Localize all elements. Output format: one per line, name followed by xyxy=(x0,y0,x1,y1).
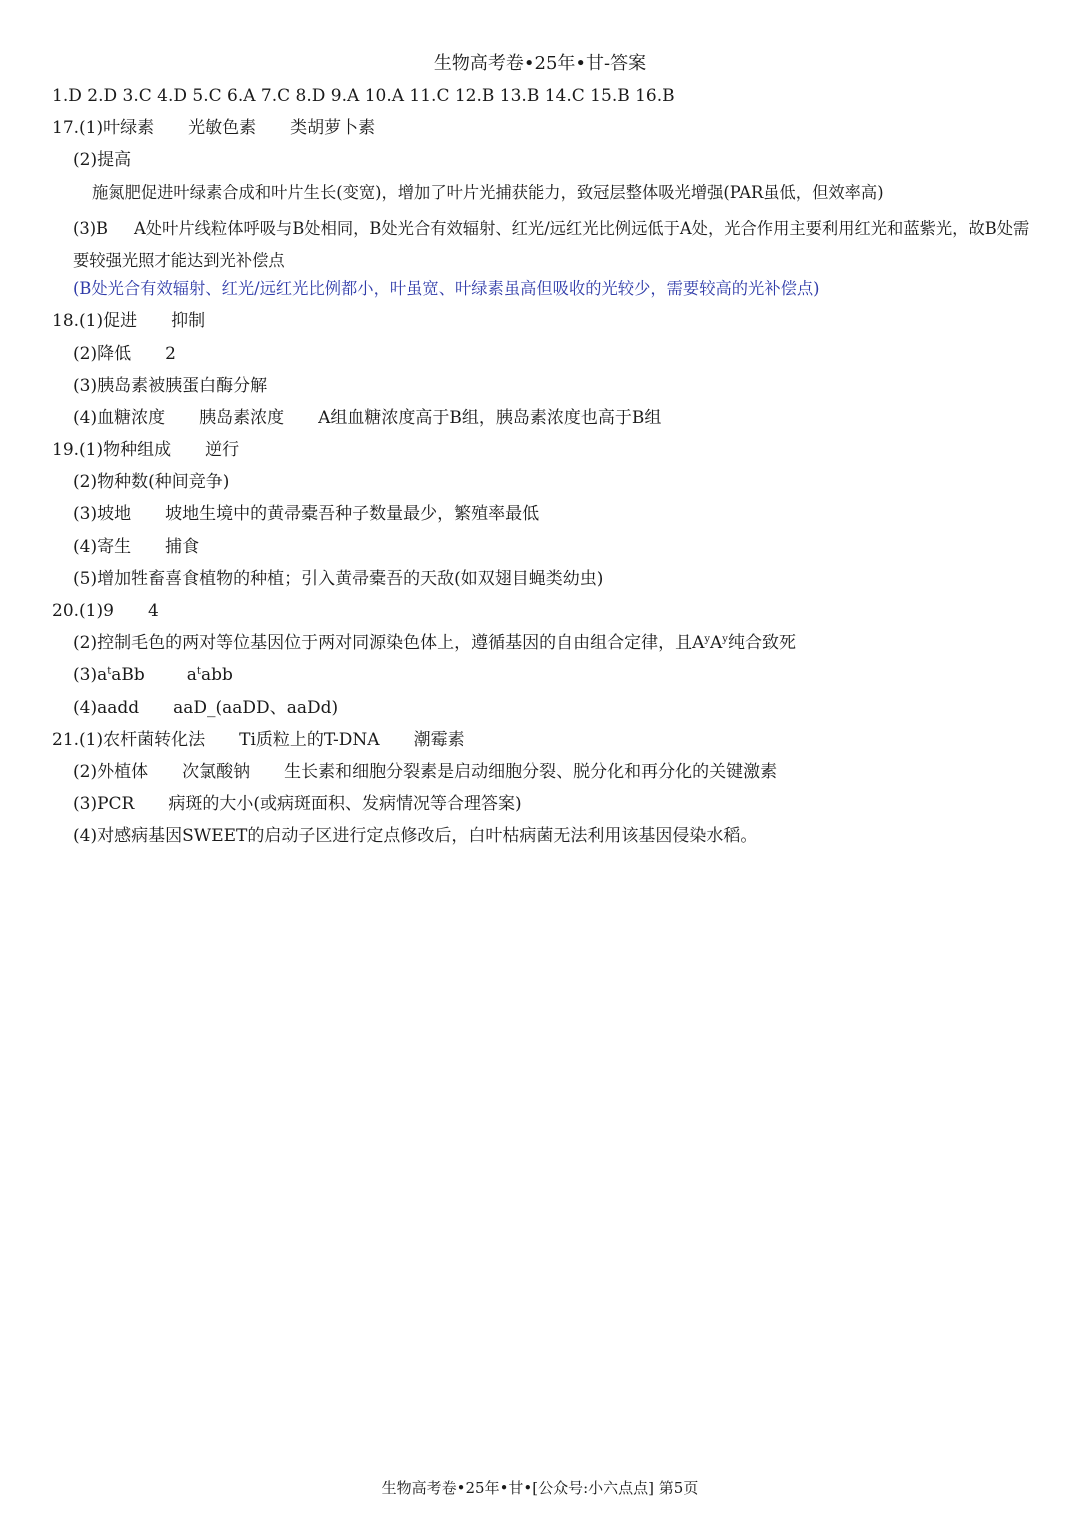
q17-part2-explanation: 施氮肥促进叶绿素合成和叶片生长(变宽)，增加了叶片光捕获能力，致冠层整体吸光增强(PAR虽低，但效率高) xyxy=(92,182,884,202)
q20-part1: 20.(1)9 4 xyxy=(52,601,159,622)
q21-part4: (4)对感病基因SWEET的启动子区进行定点修改后，白叶枯病菌无法利用该基因侵染水稻。 xyxy=(73,826,758,847)
q20-part4: (4)aadd aaD_(aaDD、aaDd) xyxy=(73,697,339,718)
q17-part1: 17.(1)叶绿素 光敏色素 类胡萝卜素 xyxy=(52,118,376,139)
q21-part2: (2)外植体 次氯酸钠 生长素和细胞分裂素是启动细胞分裂、脱分化和再分化的关键激素 xyxy=(73,761,778,782)
q17-part2: (2)提高 xyxy=(73,150,132,171)
q19-part3: (3)坡地 坡地生境中的黄帚橐吾种子数量最少，繁殖率最低 xyxy=(73,504,540,525)
page-title: 生物高考卷•25年•甘-答案 xyxy=(433,53,647,74)
q18-part4: (4)血糖浓度 胰岛素浓度 A组血糖浓度高于B组，胰岛素浓度也高于B组 xyxy=(73,407,662,428)
q21-part3: (3)PCR 病斑的大小(或病斑面积、发病情况等合理答案) xyxy=(73,794,522,815)
q19-part4: (4)寄生 捕食 xyxy=(73,536,200,557)
q18-part1: 18.(1)促进 抑制 xyxy=(52,311,206,332)
q19-part5: (5)增加牲畜喜食植物的种植；引入黄帚橐吾的天敌(如双翅目蝇类幼虫) xyxy=(73,568,604,589)
q20-part2: (2)控制毛色的两对等位基因位于两对同源染色体上，遵循基因的自由组合定律，且$A^yA^y$纯合致死 xyxy=(73,633,796,654)
q18-part2: (2)降低 2 xyxy=(73,343,176,364)
q18-part3: (3)胰岛素被胰蛋白酶分解 xyxy=(73,375,268,396)
q17-part3: (3)B A处叶片线粒体呼吸与B处相同，B处光合有效辐射、红光/远红光比例远低于A处，光合作用主要利用红光和蓝紫光，故B处需要较强光照才能达到光补偿点 xyxy=(73,218,1030,270)
mc-answers: 1.D 2.D 3.C 4.D 5.C 6.A 7.C 8.D 9.A 10.A 11.C 12.B 13.B 14.C 15.B 16.B xyxy=(52,86,675,106)
q21-part1: 21.(1)农杆菌转化法 Ti质粒上的T-DNA 潮霉素 xyxy=(52,729,465,750)
q19-part1: 19.(1)物种组成 逆行 xyxy=(52,440,240,461)
q20-part3: $(3)a^taBb$ $a^tabb$ xyxy=(73,665,233,686)
q19-part2: (2)物种数(种间竞争) xyxy=(73,472,230,493)
answer-body xyxy=(52,84,1042,857)
page-footer: 生物高考卷•25年•甘•[公众号:小六点点] 第5页 xyxy=(381,1479,699,1497)
q17-part3-note: (B处光合有效辐射、红光/远红光比例都小，叶虽宽、叶绿素虽高但吸收的光较少，需要较高的光补偿点) xyxy=(73,279,820,299)
